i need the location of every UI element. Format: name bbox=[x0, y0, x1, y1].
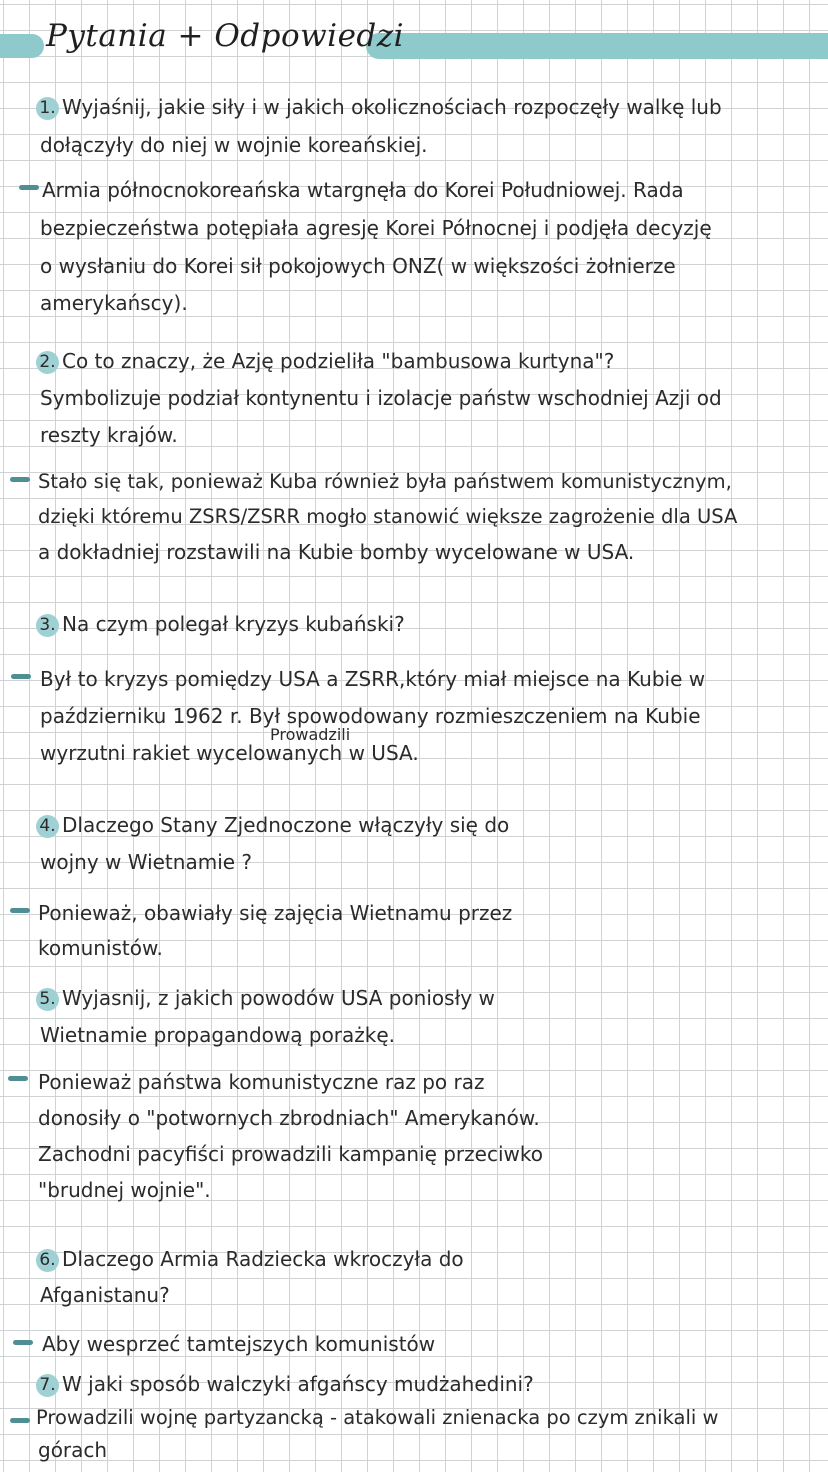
question-2-line-2: Symbolizuje podział kontynentu i izolacje państw wschodniej Azji od bbox=[40, 386, 722, 410]
answer-3-inserted-word: Prowadzili bbox=[270, 725, 351, 744]
answer-2-line-1: Stało się tak, ponieważ Kuba również była państwem komunistycznym, bbox=[38, 470, 732, 493]
answer-3-line-1: Był to kryzys pomiędzy USA a ZSRR,który miał miejsce na Kubie w bbox=[40, 667, 706, 691]
answer-7-line-2: górach bbox=[38, 1438, 108, 1462]
question-4-line-2: wojny w Wietnamie ? bbox=[40, 850, 253, 874]
answer-6-dash bbox=[13, 1340, 33, 1345]
answer-1-line-4: amerykańscy). bbox=[40, 291, 188, 315]
question-6-line-1: 6. Dlaczego Armia Radziecka wkroczyła do bbox=[36, 1240, 464, 1278]
answer-7-line-1: Prowadzili wojnę partyzancką - atakowali znienacka po czym znikali w bbox=[36, 1406, 719, 1429]
answer-5-line-4: "brudnej wojnie". bbox=[38, 1178, 211, 1202]
answer-4-dash bbox=[10, 908, 30, 913]
answer-3-line-2: październiku 1962 r. Był spowodowany rozmieszczeniem na Kubie bbox=[40, 704, 701, 728]
answer-5-dash bbox=[8, 1076, 28, 1081]
answer-2-line-2: dzięki któremu ZSRS/ZSRR mogło stanowić większe zagrożenie dla USA bbox=[38, 505, 738, 528]
answer-1-line-2: bezpieczeństwa potępiała agresję Korei Północnej i podjęła decyzję bbox=[40, 216, 712, 240]
question-number-1: 1. bbox=[36, 97, 59, 120]
answer-3-dash bbox=[11, 674, 31, 679]
answer-3-line-3: wyrzutni rakiet wycelowanych w USA. bbox=[40, 741, 419, 765]
question-7-line-1: 7. W jaki sposób walczyki afgańscy mudżahedini? bbox=[36, 1365, 534, 1403]
question-3-line-1: 3. Na czym polegał kryzys kubański? bbox=[36, 605, 405, 643]
question-4-line-1: 4. Dlaczego Stany Zjednoczone włączyły się do bbox=[36, 806, 509, 844]
answer-5-line-3: Zachodni pacyfiści prowadzili kampanię przeciwko bbox=[38, 1142, 543, 1166]
question-2-line-1: 2. Co to znaczy, że Azję podzieliła "bambusowa kurtyna"? bbox=[36, 342, 614, 380]
question-number-3: 3. bbox=[36, 614, 59, 637]
answer-1-line-1: Armia północnokoreańska wtargnęła do Korei Południowej. Rada bbox=[42, 178, 684, 202]
title-accent-right bbox=[366, 33, 828, 59]
answer-5-line-1: Ponieważ państwa komunistyczne raz po raz bbox=[38, 1070, 485, 1094]
answer-2-dash bbox=[10, 477, 30, 482]
question-number-7: 7. bbox=[36, 1374, 59, 1397]
question-6-line-2: Afganistanu? bbox=[40, 1283, 170, 1307]
answer-2-line-3: a dokładniej rozstawili na Kubie bomby wycelowane w USA. bbox=[38, 540, 635, 564]
answer-5-line-2: donosiły o "potwornych zbrodniach" Amerykanów. bbox=[38, 1106, 540, 1130]
answer-6-line-1: Aby wesprzeć tamtejszych komunistów bbox=[42, 1332, 436, 1356]
question-1-line-2: dołączyły do niej w wojnie koreańskiej. bbox=[40, 133, 428, 157]
question-number-5: 5. bbox=[36, 988, 59, 1011]
question-number-6: 6. bbox=[36, 1249, 59, 1272]
question-5-line-2: Wietnamie propagandową porażkę. bbox=[40, 1023, 396, 1047]
answer-4-line-1: Ponieważ, obawiały się zajęcia Wietnamu przez bbox=[38, 901, 513, 925]
title-accent-left bbox=[0, 34, 44, 58]
answer-4-line-2: komunistów. bbox=[38, 936, 163, 960]
answer-1-dash bbox=[19, 185, 39, 190]
page-title: Pytania + Odpowiedzi bbox=[46, 18, 405, 54]
answer-1-line-3: o wysłaniu do Korei sił pokojowych ONZ( w większości żołnierze bbox=[40, 254, 676, 278]
question-5-line-1: 5. Wyjasnij, z jakich powodów USA poniosły w bbox=[36, 979, 495, 1017]
question-number-2: 2. bbox=[36, 351, 59, 374]
question-2-line-3: reszty krajów. bbox=[40, 423, 178, 447]
answer-7-dash bbox=[10, 1418, 30, 1423]
question-number-4: 4. bbox=[36, 815, 59, 838]
question-1-line-1: 1. Wyjaśnij, jakie siły i w jakich okolicznościach rozpoczęły walkę lub bbox=[36, 88, 722, 126]
